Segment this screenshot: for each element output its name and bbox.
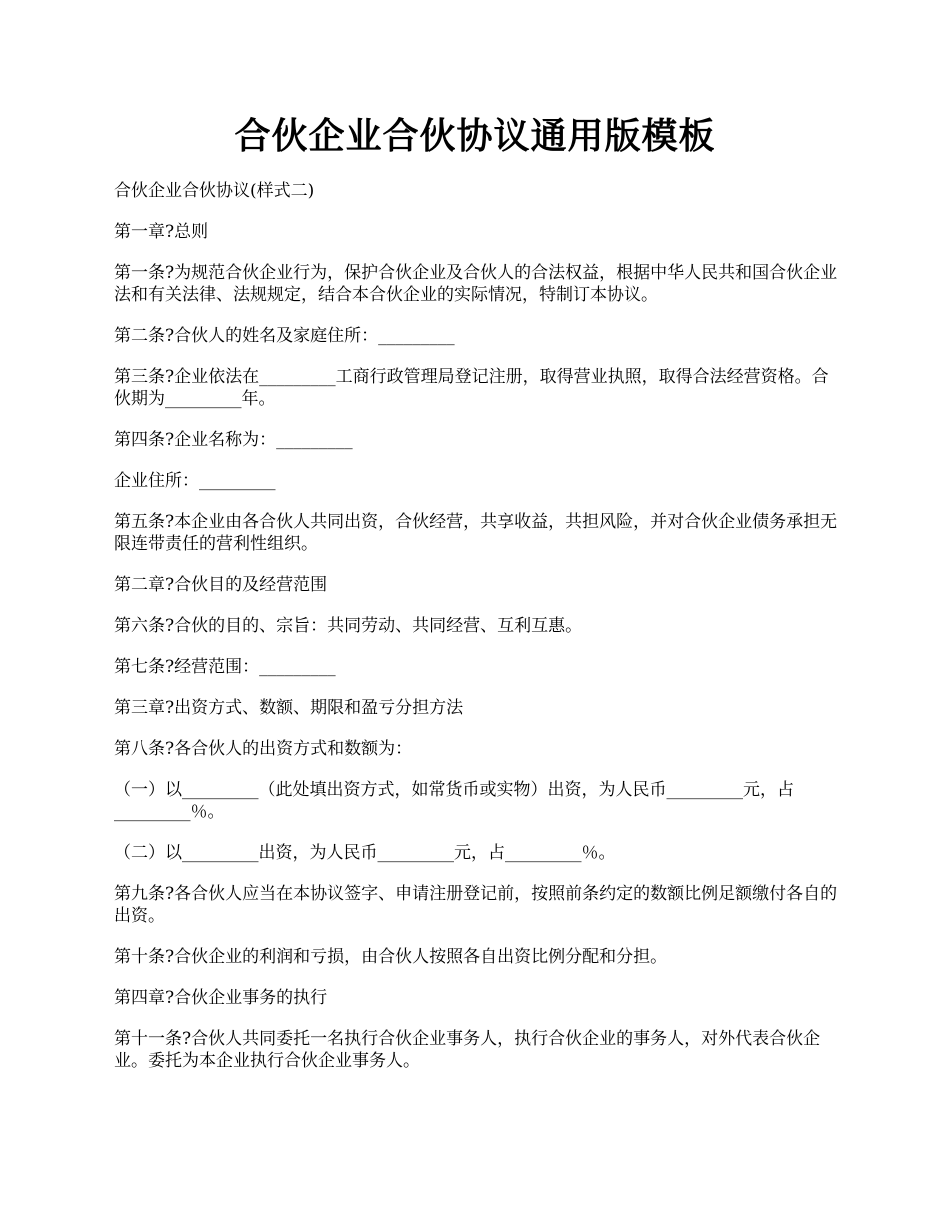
contribution-item-1: （一）以_________（此处填出资方式，如常货币或实物）出资，为人民币_________元，占_________％。 bbox=[114, 780, 794, 822]
article-3: 第三条?企业依法在_________工商行政管理局登记注册，取得营业执照，取得合法经营资格。合伙期为_________年。 bbox=[114, 367, 829, 409]
subtitle-paragraph: 合伙企业合伙协议(样式二) bbox=[114, 181, 315, 201]
chapter-heading-1: 第一章?总则 bbox=[114, 222, 209, 242]
article-6: 第六条?合伙的目的、宗旨：共同劳动、共同经营、互利互惠。 bbox=[114, 616, 583, 636]
article-9: 第九条?各合伙人应当在本协议签字、申请注册登记前，按照前条约定的数额比例足额缴付各自的出资。 bbox=[114, 884, 838, 926]
article-2: 第二条?合伙人的姓名及家庭住所：_________ bbox=[114, 326, 455, 346]
chapter-heading-4: 第四章?合伙企业事务的执行 bbox=[114, 988, 328, 1008]
article-10: 第十条?合伙企业的利润和亏损，由合伙人按照各自出资比例分配和分担。 bbox=[114, 947, 668, 967]
article-8: 第八条?各合伙人的出资方式和数额为： bbox=[114, 739, 413, 759]
document-title: 合伙企业合伙协议通用版模板 bbox=[234, 115, 716, 157]
contribution-item-2: （二）以_________出资，为人民币_________元，占_________％。 bbox=[114, 843, 616, 863]
article-7: 第七条?经营范围：_________ bbox=[114, 657, 336, 677]
article-4: 第四条?企业名称为：_________ bbox=[114, 430, 353, 450]
article-5: 第五条?本企业由各合伙人共同出资，合伙经营，共享收益，共担风险，并对合伙企业债务承担无限连带责任的营利性组织。 bbox=[114, 512, 838, 554]
article-1: 第一条?为规范合伙企业行为，保护合伙企业及合伙人的合法权益，根据中华人民共和国合伙企业法和有关法律、法规规定，结合本合伙企业的实际情况，特制订本协议。 bbox=[114, 263, 838, 305]
enterprise-address: 企业住所：_________ bbox=[114, 471, 276, 491]
chapter-heading-2: 第二章?合伙目的及经营范围 bbox=[114, 575, 328, 595]
document-body bbox=[114, 180, 838, 1091]
article-11: 第十一条?合伙人共同委托一名执行合伙企业事务人，执行合伙企业的事务人，对外代表合伙企业。委托为本企业执行合伙企业事务人。 bbox=[114, 1029, 821, 1071]
chapter-heading-3: 第三章?出资方式、数额、期限和盈亏分担方法 bbox=[114, 698, 464, 718]
